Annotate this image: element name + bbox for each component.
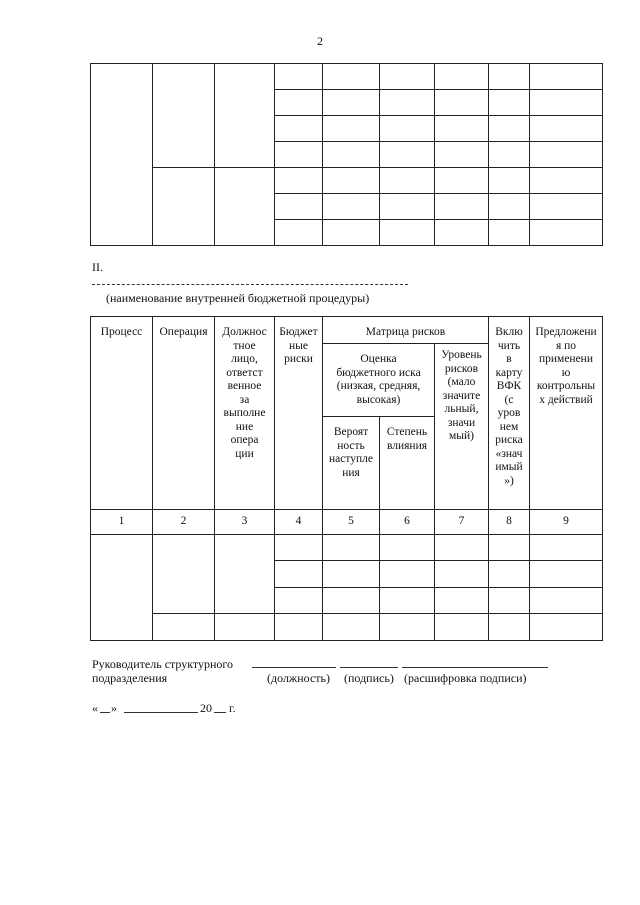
header-responsible-official: Должнос тное лицо, ответст венное за выполне ние опера ции (222, 326, 267, 460)
signature-label-line1: Руководитель структурного (92, 657, 234, 671)
column-number: 9 (563, 515, 569, 527)
position-line (252, 667, 336, 668)
position-caption: (должность) (267, 671, 330, 685)
column-number: 8 (506, 515, 512, 527)
column-number: 5 (348, 515, 354, 527)
header-risk-assessment: Оценка бюджетного иска (низкая, средняя, высокая) (336, 353, 421, 406)
column-number: 2 (180, 515, 187, 527)
date-open-quote: « (92, 701, 98, 715)
day-blank (100, 712, 110, 713)
header-budget-risks: Бюджет ные риски (279, 326, 318, 365)
signature-label-line2: подразделения (92, 671, 168, 685)
signature-line (340, 667, 398, 668)
page-number: 2 (317, 34, 323, 48)
column-number: 4 (295, 515, 302, 527)
header-probability: Вероят ность наступле ния (329, 426, 373, 479)
column-number: 1 (118, 515, 125, 527)
header-risk-level: Уровень рисков (мало значите льный, значи мый) (441, 349, 482, 442)
date-close-quote: » (111, 701, 117, 715)
column-number: 7 (458, 515, 465, 527)
signature-caption: (подпись) (344, 671, 394, 685)
decoding-line (402, 667, 548, 668)
header-risk-matrix: Матрица рисков (365, 326, 446, 338)
column-number: 3 (241, 515, 248, 527)
header-include-vfk: Вклю чить в карту ВФК (с уров нем риска «знач имый ») (495, 326, 523, 487)
year-blank (214, 712, 226, 713)
header-impact: Степень влияния (386, 426, 428, 452)
procedure-name-line (92, 284, 408, 285)
decoding-caption: (расшифровка подписи) (404, 671, 527, 685)
year-suffix: г. (229, 701, 236, 715)
procedure-name-caption: (наименование внутренней бюджетной процедуры) (106, 291, 370, 305)
year-prefix: 20 (200, 701, 212, 715)
header-proposals: Предложени я по применени ю контрольны х действий (535, 326, 597, 406)
column-number: 6 (404, 515, 410, 527)
section-number: II. (92, 260, 103, 274)
header-process: Процесс (100, 326, 143, 338)
month-blank (124, 712, 198, 713)
header-operation: Операция (159, 326, 208, 338)
